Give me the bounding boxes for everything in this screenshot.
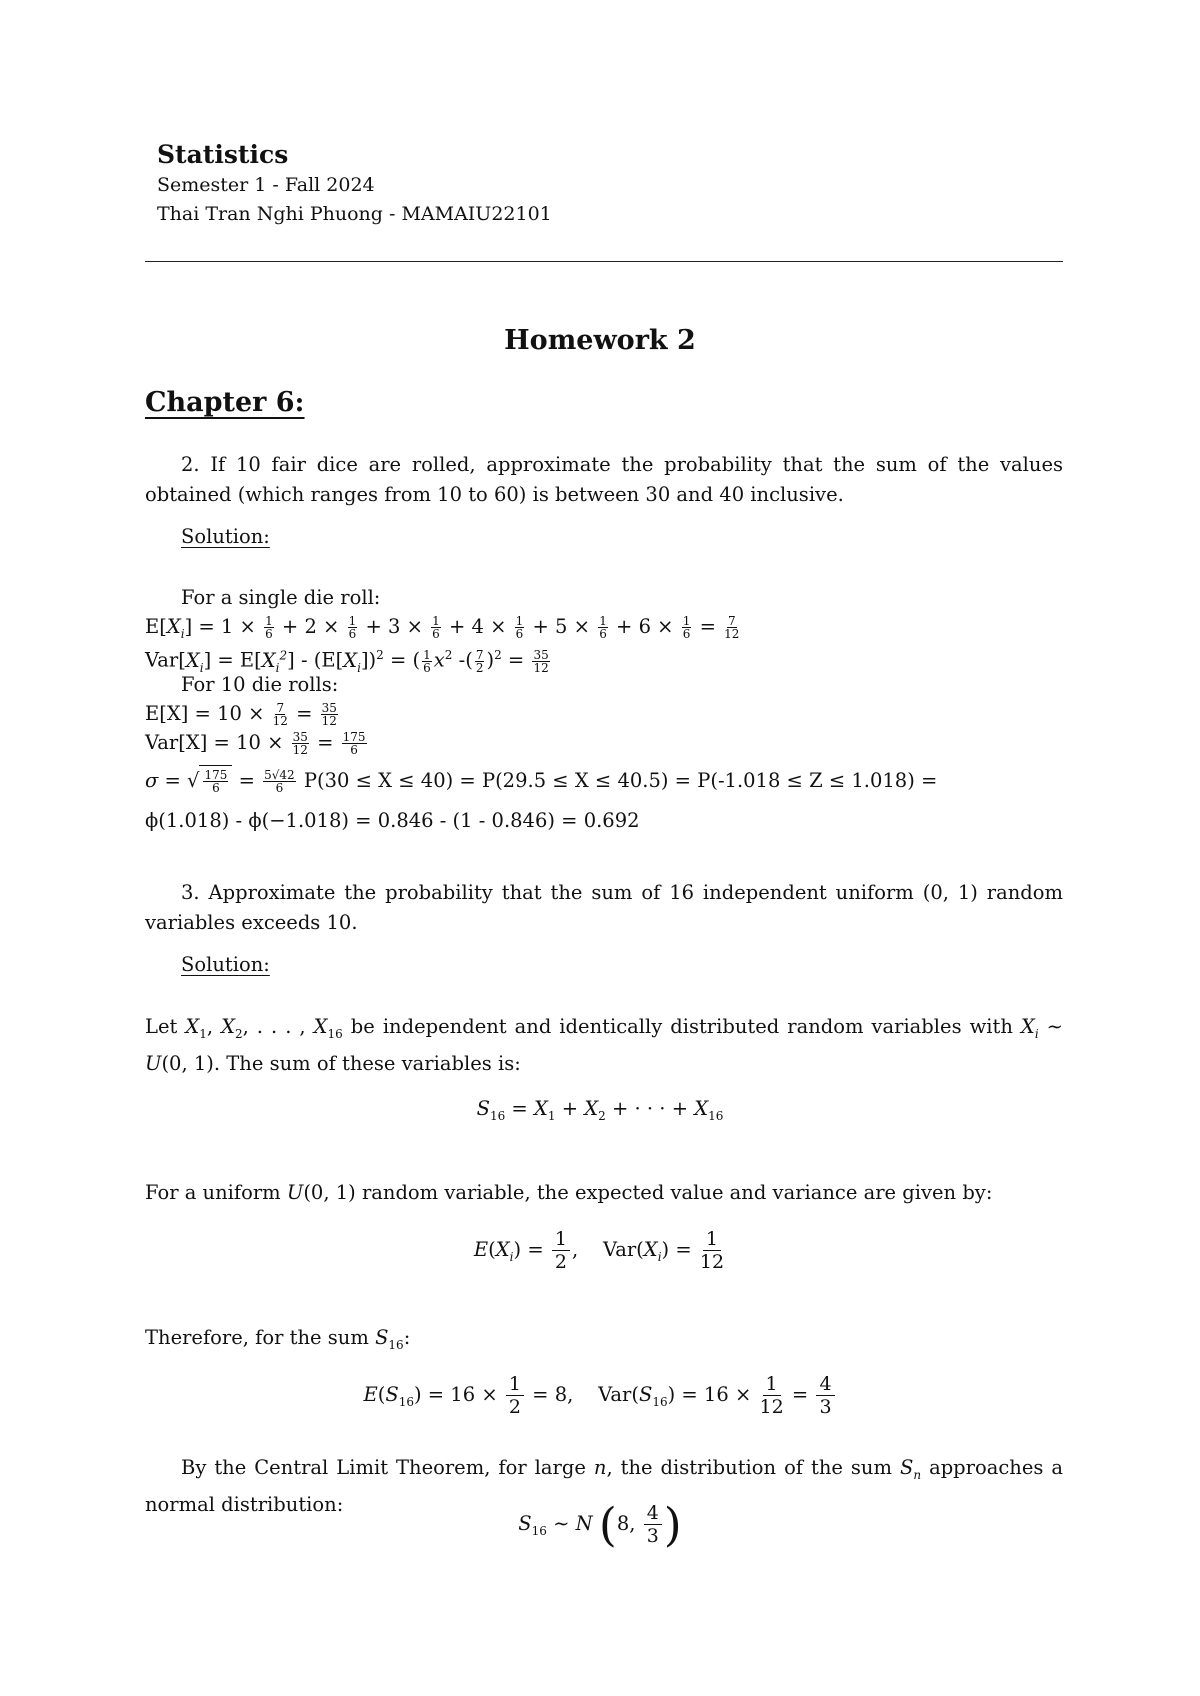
clt-text-b: , the distribution of the sum [606,1456,892,1479]
chapter-title: Chapter 6: [145,387,305,418]
uniform-moments: $E(X_i)$ = $\frac{1}{2}$ , $Var(X_i)$ = $\frac{1}{12}$ [473,1228,725,1273]
normal-approximation: $S_{16}$ ∼ N (8, $\frac{4}{3}$ ) [518,1497,682,1552]
let-text-b: . The sum of these variables is: [213,1051,521,1075]
sigma-line: σ = √ $\frac{175}{6}$ = $\frac{5√42}{6}$ P(30 ≤ X ≤ 40) = P(29.5 ≤ X ≤ 40.5) = P(-1.018 ≤ Z ≤ 1.018) = [145,765,1063,795]
ten-rolls-label: For 10 die rolls: [181,673,339,696]
therefore-line: Therefore, for the sum $S_{16}$: [145,1326,411,1352]
clt-paragraph: By the Central Limit Theorem, for large n, the distribution of the sum $S_n$ approaches a normal distribution: [145,1456,1064,1516]
therefore-text: Therefore, for the sum [145,1326,369,1349]
author-line: Thai Tran Nghi Phuong - MAMAIU22101 [157,203,552,225]
header-divider [145,261,1063,262]
sum-definition: $S_{16} = X_1 + X_2$ + · · · + $X_{16}$ [476,1097,724,1123]
clt-text-d: a normal distribution: [145,1456,1064,1516]
sum-moments: $E(S_{16}) = 16$ × $\frac{1}{2}$ = 8, $Var(S_{16}) = 16$ × $\frac{1}{12}$ = $\frac{4}{3}$ [0,1373,1200,1418]
single-roll-label: For a single die roll: [181,586,381,609]
problem-2-solution-label: Solution: [181,525,270,548]
variance-ten: Var[X] = 10 × $\frac{35}{12}$ = $\frac{175}{6}$ [145,730,366,757]
problem-3-statement: 3. Approximate the probability that the sum of 16 independent uniform (0, 1) random variables exceeds 10. [145,881,1063,934]
uniform-text: random variable, the expected value and variance are given by: [361,1181,993,1204]
uniform-paragraph: For a uniform U(0, 1) random variable, the expected value and variance are given by: [145,1181,993,1204]
clt-text-c: approaches [929,1456,1044,1479]
phi-line: ϕ(1.018) - ϕ(−1.018) = 0.846 - (1 - 0.846) = 0.692 [145,809,640,832]
course-title: Statistics [157,140,289,169]
problem-3-solution-label: Solution: [181,953,270,976]
expectation-single: $E[X_i] = 1$ × $\frac{1}{6}$ + 2 × $\frac{1}{6}$ + 3 × $\frac{1}{6}$ + 4 × $\frac{1}{6}$ + 5 × $\frac{1}{6}$ + 6 × $\frac{1}{6}$ = $\frac{7}{12}$ [145,614,740,641]
problem-2-statement: 2. If 10 fair dice are rolled, approximate the probability that the sum of the values obtained (which ranges from 10 to 60) is between 30 and 40 inclusive. [145,453,1063,506]
let-paragraph: Let $X_1$, $X_2$, . . . , $X_{16}$ be independent and identically distributed random variables with $X_i$ ∼ U(0, 1). The sum of these variables is: [145,1015,1063,1075]
homework-title: Homework 2 [504,325,696,356]
clt-text-a: By the Central Limit Theorem, for large [181,1456,586,1479]
variance-single: $Var[X_i] = E[X_i^2] - (E[X_i])^2$ = ( $\frac{1}{6}$ $x^2$ -( $\frac{7}{2}$ )$^2$ = $\frac{35}{12}$ [145,647,549,675]
expectation-ten: E[X] = 10 × $\frac{7}{12}$ = $\frac{35}{12}$ [145,701,337,728]
probability-chain: P(30 ≤ X ≤ 40) = P(29.5 ≤ X ≤ 40.5) = P(-1.018 ≤ Z ≤ 1.018) = [303,769,938,792]
let-text-a: be independent and identically distributed random variables with [350,1015,1013,1038]
semester-line: Semester 1 - Fall 2024 [157,174,375,196]
